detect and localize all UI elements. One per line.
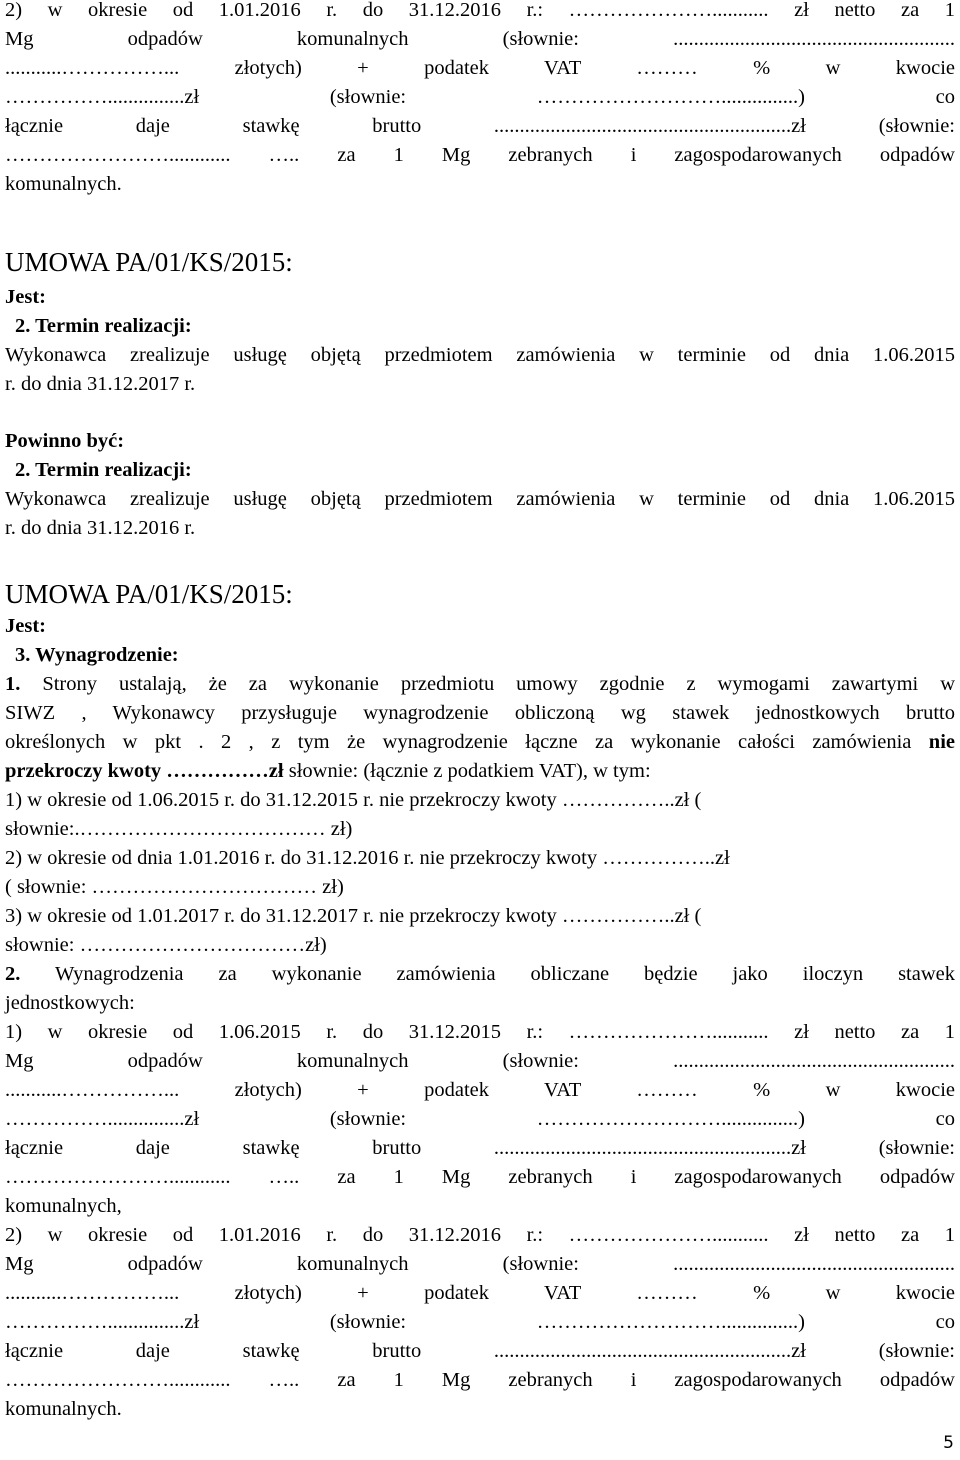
intro-line: ……………………............ ….. za 1 Mg zebranych i zagospodarowanych odpadów	[5, 144, 955, 166]
rate-line: ...........……………... złotych) + podatek VAT ……… % w kwocie	[5, 1282, 955, 1304]
emphasis-text: przekroczy kwoty ……………zł	[5, 760, 284, 782]
paragraph-line	[5, 960, 955, 989]
paragraph-text: określonych w pkt . 2 , z tym że wynagrodzenie łączne za wykonanie całości zamówienia	[5, 731, 929, 753]
section-title: UMOWA PA/01/KS/2015:	[5, 247, 293, 277]
paragraph-text: słownie: (łącznie z podatkiem VAT), w tym:	[283, 760, 651, 782]
list-line: ( słownie: …………………………… zł)	[5, 876, 344, 898]
item-heading: 2. Termin realizacji:	[15, 459, 192, 481]
text-line: r. do dnia 31.12.2016 r.	[5, 517, 196, 539]
rate-line: komunalnych.	[5, 1398, 122, 1420]
rate-line: ……………...............zł (słownie: ………………………...............) co	[5, 1108, 955, 1130]
intro-line: komunalnych.	[5, 173, 122, 195]
powinno-label: Powinno być:	[5, 430, 125, 452]
list-line: 3) w okresie od 1.01.2017 r. do 31.12.2017 r. nie przekroczy kwoty ……………..zł (	[5, 905, 702, 927]
rate-line: ……………...............zł (słownie: ………………………...............) co	[5, 1311, 955, 1333]
list-line: słownie:.……………………………… zł)	[5, 818, 353, 840]
jest-label: Jest:	[5, 286, 46, 308]
paragraph-line	[5, 757, 955, 786]
text-line: r. do dnia 31.12.2017 r.	[5, 373, 196, 395]
paragraph-line	[5, 728, 955, 757]
list-line: słownie: ……………………………zł)	[5, 934, 327, 956]
rate-line: ...........……………... złotych) + podatek VAT ……… % w kwocie	[5, 1079, 955, 1101]
rate-line: łącznie daje stawkę brutto ..........................................................zł (słownie:	[5, 1340, 955, 1362]
text-line: Wykonawca zrealizuje usługę objętą przedmiotem zamówienia w terminie od dnia 1.06.2015	[5, 488, 955, 510]
rate-line: łącznie daje stawkę brutto ..........................................................zł (słownie:	[5, 1137, 955, 1159]
rate-line: 1) w okresie od 1.06.2015 r. do 31.12.2015 r.: …………………........... zł netto za 1	[5, 1021, 955, 1043]
intro-line: ...........……………... złotych) + podatek VAT ……… % w kwocie	[5, 57, 955, 79]
item-heading: 2. Termin realizacji:	[15, 315, 192, 337]
intro-line: łącznie daje stawkę brutto ..........................................................zł (słownie:	[5, 115, 955, 137]
paragraph-number: 1.	[5, 673, 21, 695]
rate-line: ……………………............ ….. za 1 Mg zebranych i zagospodarowanych odpadów	[5, 1166, 955, 1188]
paragraph-number: 2.	[5, 963, 21, 985]
list-line: 1) w okresie od 1.06.2015 r. do 31.12.2015 r. nie przekroczy kwoty ……………..zł (	[5, 789, 702, 811]
rate-line: Mg odpadów komunalnych (słownie: .......................................................	[5, 1253, 955, 1275]
page-number: 5	[943, 1433, 954, 1453]
jest-label: Jest:	[5, 615, 46, 637]
text-line: Wykonawca zrealizuje usługę objętą przedmiotem zamówienia w terminie od dnia 1.06.2015	[5, 344, 955, 366]
emphasis-text: nie	[928, 731, 955, 753]
rate-line: ……………………............ ….. za 1 Mg zebranych i zagospodarowanych odpadów	[5, 1369, 955, 1391]
paragraph-line: jednostkowych:	[5, 992, 135, 1014]
section-title: UMOWA PA/01/KS/2015:	[5, 579, 293, 609]
intro-line: ……………...............zł (słownie: ………………………...............) co	[5, 86, 955, 108]
intro-line: 2) w okresie od 1.01.2016 r. do 31.12.2016 r.: …………………........... zł netto za 1	[5, 0, 955, 21]
intro-line: Mg odpadów komunalnych (słownie: .......................................................	[5, 28, 955, 50]
rate-line: komunalnych,	[5, 1195, 122, 1217]
rate-line: Mg odpadów komunalnych (słownie: .......................................................	[5, 1050, 955, 1072]
paragraph-text: Wynagrodzenia za wykonanie zamówienia obliczane będzie jako iloczyn stawek	[20, 963, 955, 985]
list-line: 2) w okresie od dnia 1.01.2016 r. do 31.12.2016 r. nie przekroczy kwoty ……………..zł	[5, 847, 730, 869]
paragraph-line	[5, 670, 955, 699]
paragraph-line: SIWZ , Wykonawcy przysługuje wynagrodzenie obliczoną wg stawek jednostkowych brutto	[5, 702, 955, 724]
rate-line: 2) w okresie od 1.01.2016 r. do 31.12.2016 r.: …………………........... zł netto za 1	[5, 1224, 955, 1246]
paragraph-text: Strony ustalają, że za wykonanie przedmiotu umowy zgodnie z wymogami zawartymi w	[20, 673, 955, 695]
item-heading: 3. Wynagrodzenie:	[15, 644, 179, 666]
